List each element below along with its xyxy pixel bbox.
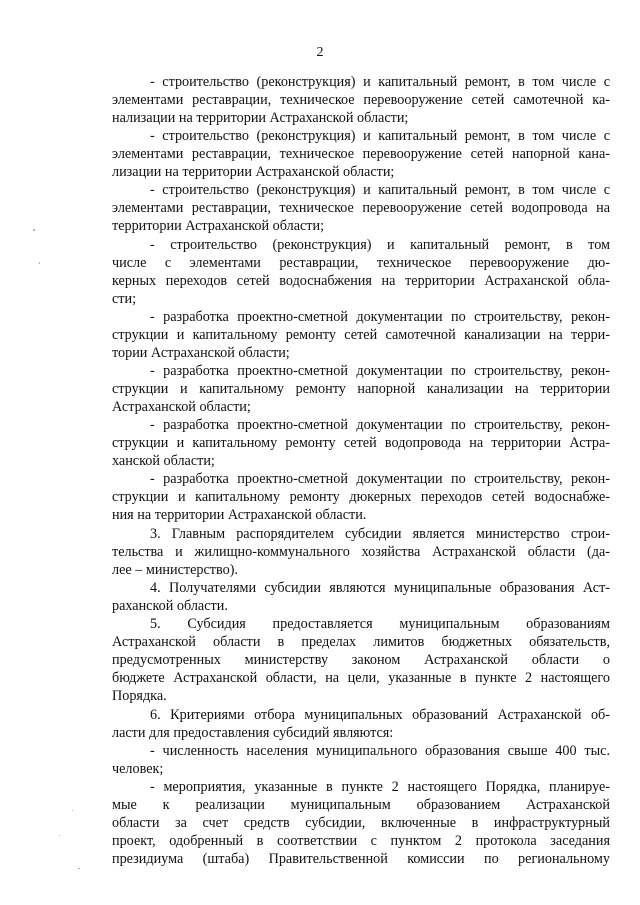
- text-line: лизации на территории Астраханской области;: [112, 164, 395, 180]
- text-line: керных переходов сетей водоснабжения на территории Астраханской обла-: [112, 273, 610, 289]
- text-line: числе с элементами реставрации, техническое перевооружение дю-: [112, 255, 610, 271]
- text-line: нализации на территории Астраханской области;: [112, 110, 409, 126]
- text-line: 3. Главным распорядителем субсидии является министерство строи-: [150, 526, 610, 542]
- text-line: президиума (штаба) Правительственной комиссии по региональному: [112, 851, 610, 867]
- text-line: - строительство (реконструкция) и капитальный ремонт, в том: [150, 237, 610, 253]
- scan-speck: [39, 262, 40, 264]
- scan-speck: [72, 810, 73, 811]
- text-line: - разработка проектно-сметной документации по строительству, рекон-: [150, 471, 610, 487]
- text-line: 5. Субсидия предоставляется муниципальным образованиям: [150, 616, 610, 632]
- text-line: Порядка.: [112, 688, 167, 704]
- text-line: - мероприятия, указанные в пункте 2 настоящего Порядка, планируе-: [150, 779, 610, 795]
- text-line: струкции и капитальному ремонту сетей водопровода на территории Астра-: [112, 435, 610, 451]
- text-line: предусмотренных министерству законом Астраханской области о: [112, 652, 610, 668]
- text-line: - разработка проектно-сметной документации по строительству, рекон-: [150, 363, 610, 379]
- text-line: человек;: [112, 761, 164, 777]
- text-line: бюджете Астраханской области, на цели, указанные в пункте 2 настоящего: [112, 670, 610, 686]
- text-line: области за счет средств субсидии, включенные в инфраструктурный: [112, 815, 610, 831]
- scan-speck: [33, 229, 35, 231]
- text-line: струкции и капитальному ремонту сетей самотечной канализации на терри-: [112, 327, 610, 343]
- scan-speck: [78, 868, 80, 869]
- text-line: - строительство (реконструкция) и капитальный ремонт, в том числе с: [150, 128, 610, 144]
- text-line: струкции и капитальному ремонту дюкерных переходов сетей водоснабже-: [112, 489, 610, 505]
- text-line: 6. Критериями отбора муниципальных образований Астраханской об-: [150, 707, 610, 723]
- text-line: - строительство (реконструкция) и капитальный ремонт, в том числе с: [150, 74, 610, 90]
- text-line: - строительство (реконструкция) и капитальный ремонт, в том числе с: [150, 182, 610, 198]
- text-line: сти;: [112, 291, 137, 307]
- text-line: элементами реставрации, техническое перевооружение сетей напорной кана-: [112, 146, 610, 162]
- text-line: проект, одобренный в соответствии с пунктом 2 протокола заседания: [112, 833, 610, 849]
- text-line: - разработка проектно-сметной документации по строительству, рекон-: [150, 309, 610, 325]
- text-line: элементами реставрации, техническое перевооружение сетей самотечной ка-: [112, 92, 610, 108]
- page-number: 2: [316, 45, 324, 60]
- text-line: - разработка проектно-сметной документации по строительству, рекон-: [150, 417, 610, 433]
- text-line: 4. Получателями субсидии являются муниципальные образования Аст-: [150, 580, 610, 596]
- text-line: Астраханской области в пределах лимитов бюджетных обязательств,: [112, 634, 610, 650]
- text-line: мые к реализации муниципальным образованием Астраханской: [112, 797, 610, 813]
- text-line: ния на территории Астраханской области.: [112, 507, 367, 523]
- text-line: ханской области;: [112, 453, 215, 469]
- text-line: струкции и капитальному ремонту напорной канализации на территории: [112, 381, 610, 397]
- text-line: территории Астраханской области;: [112, 218, 325, 234]
- text-line: лее – министерство).: [112, 562, 238, 578]
- text-line: тории Астраханской области;: [112, 345, 290, 361]
- scan-speck: [59, 835, 60, 836]
- text-line: ласти для предоставления субсидий являются:: [112, 725, 394, 741]
- text-line: - численность населения муниципального образования свыше 400 тыс.: [150, 743, 610, 759]
- text-line: тельства и жилищно-коммунального хозяйства Астраханской области (да-: [112, 544, 610, 560]
- text-line: Астраханской области;: [112, 399, 251, 415]
- text-line: элементами реставрации, техническое перевооружение сетей водопровода на: [112, 200, 610, 216]
- text-line: раханской области.: [112, 598, 228, 614]
